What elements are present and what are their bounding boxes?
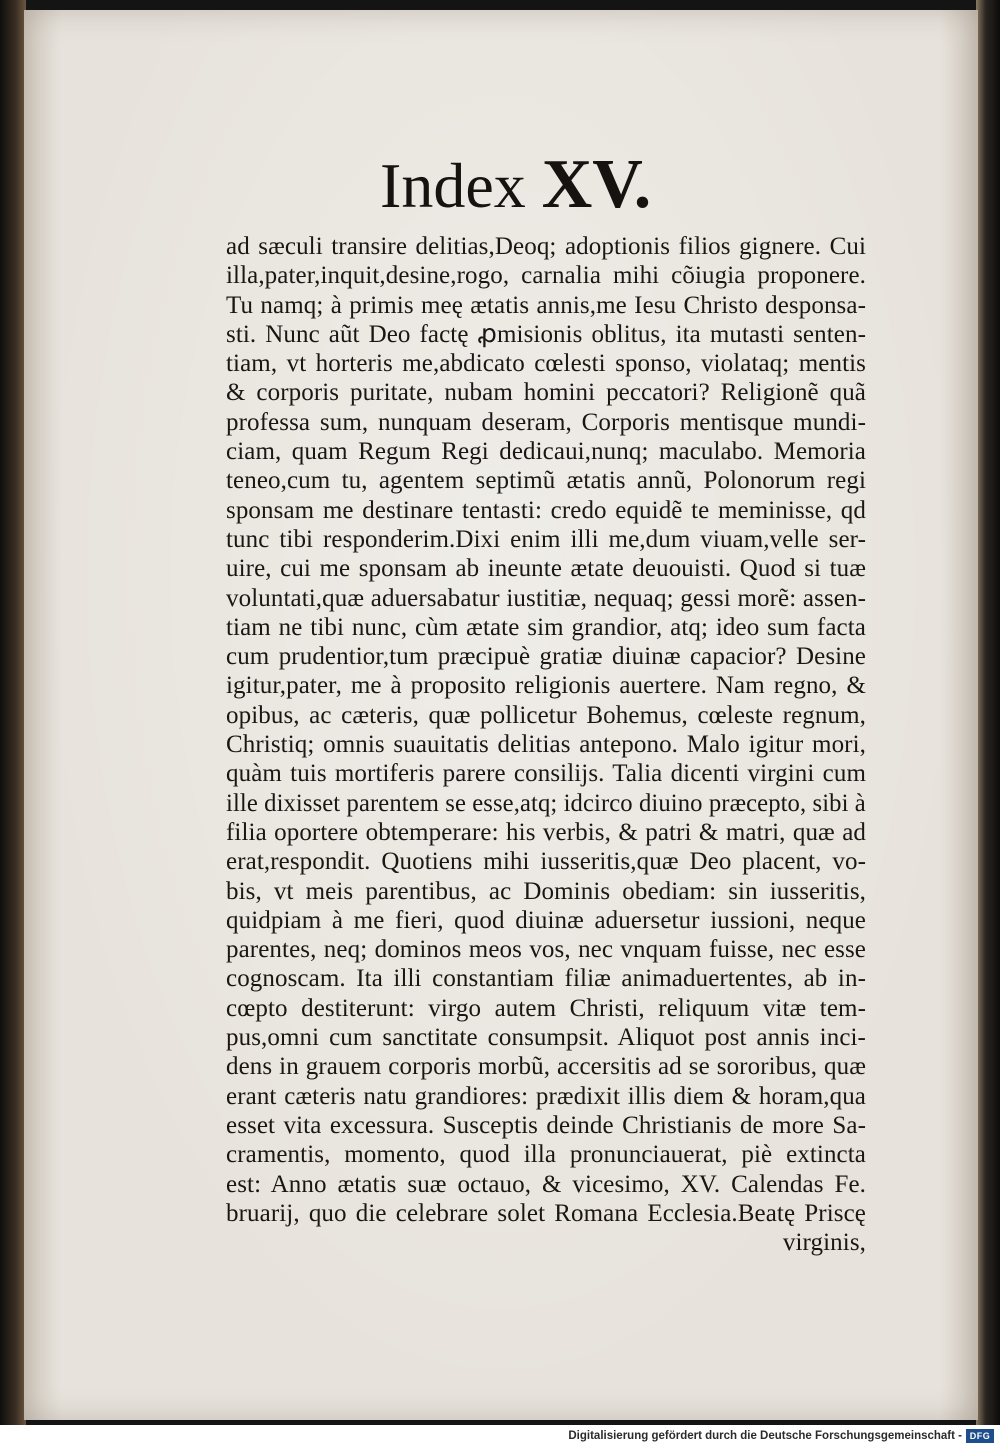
- text-line: erat,respondit. Quotiens mihi iusseritis,quæ Deo placent, vo-: [226, 848, 866, 876]
- text-line: ad sæculi transire delitias,Deoq; adoptionis filios gignere. Cui: [226, 233, 866, 260]
- text-line: ciam, quam Regum Regi dedicaui,nunq; maculabo. Memoria: [226, 438, 866, 466]
- text-line: quidpiam à me fieri, quod diuinæ aduersetur iussioni, neque: [226, 906, 866, 934]
- text-line: quàm tuis mortiferis parere consilijs. Talia dicenti virgini cum: [226, 760, 866, 788]
- text-line: esset vita excessura. Susceptis deinde Christianis de more Sa-: [226, 1111, 866, 1139]
- text-line: igitur,pater, me à proposito religionis auertere. Nam regno, &: [226, 672, 866, 700]
- text-line: & corporis puritate, nubam homini peccatori? Religionẽ quã: [226, 379, 866, 407]
- text-line: ille dixisset parentem se esse,atq; idcirco diuino præcepto, sibi à: [226, 789, 866, 817]
- footer-bar: [0, 1425, 1000, 1447]
- text-line: bis, vt meis parentibus, ac Dominis obediam: sin iusseritis,: [226, 877, 866, 905]
- text-line: cum prudentior,tum præcipuè gratiæ diuinæ capacior? Desine: [226, 643, 866, 671]
- text-line: cœpto destiterunt: virgo autem Christi, reliquum vitæ tem-: [226, 994, 866, 1022]
- text-line: Tu namq; à primis meę ætatis annis,me Iesu Christo desponsa-: [226, 291, 866, 319]
- text-line: filia oportere obtemperare: his verbis, & patri & matri, quæ ad: [226, 818, 866, 846]
- page-heading: [380, 140, 680, 230]
- text-line: professa sum, nunquam deseram, Corporis mentisque mundi-: [226, 408, 866, 436]
- text-line: dens in grauem corporis morbũ, accersitis ad se sororibus, quæ: [226, 1053, 866, 1081]
- text-line: uire, cui me sponsam ab ineunte ætate deuouisti. Quod si tuæ: [226, 555, 866, 583]
- text-line: opibus, ac cæteris, quæ pollicetur Bohemus, cœleste regnum,: [226, 701, 866, 729]
- text-line: est: Anno ætatis suæ octauo, & vicesimo, XV. Calendas Fe.: [226, 1170, 866, 1198]
- body-text: [226, 232, 866, 1257]
- text-line: parentes, neq; dominos meos vos, nec vnquam fuisse, nec esse: [226, 936, 866, 964]
- text-line: voluntati,quæ aduersabatur iustitiæ, nequaq; gessi morẽ: assen-: [226, 584, 866, 612]
- text-line: sponsam me destinare tentasti: credo equidẽ te meminisse, qd: [226, 496, 866, 524]
- text-line: bruarij, quo die celebrare solet Romana Ecclesia.Beatę Priscę: [226, 1199, 866, 1227]
- text-line: cramentis, momento, quod illa pronunciauerat, piè extincta: [226, 1141, 866, 1169]
- text-line: tunc tibi responderim.Dixi enim illi me,dum viuam,velle ser-: [226, 525, 866, 553]
- text-line: sti. Nunc aũt Deo factę ꝓmisionis oblitus, ita mutasti senten-: [226, 320, 866, 348]
- text-line: illa,pater,inquit,desine,rogo, carnalia mihi cõiugia proponere.: [226, 262, 866, 290]
- catchword-line: virginis,: [782, 1229, 866, 1257]
- funding-credit: Digitalisierung gefördert durch die Deutsche Forschungsgemeinschaft -: [568, 1430, 962, 1442]
- text-line: cognoscam. Ita illi constantiam filiæ animaduertentes, ab in-: [226, 965, 866, 993]
- text-line: tiam, vt horteris me,abdicato cœlesti sponso, violataq; mentis: [226, 350, 866, 378]
- text-line: teneo,cum tu, agentem septimũ ætatis annũ, Polonorum regi: [226, 467, 866, 495]
- text-line: pus,omni cum sanctitate consumpsit. Aliquot post annis inci-: [226, 1024, 866, 1052]
- text-line: erant cæteris natu grandiores: prædixit illis diem & horam,qua: [226, 1082, 866, 1110]
- text-line: Christiq; omnis suauitatis delitias antepono. Malo igitur mori,: [226, 731, 866, 759]
- text-line: tiam ne tibi nunc, cùm ætate sim grandior, atq; ideo sum facta: [226, 613, 866, 641]
- dfg-logo-icon: DFG: [966, 1429, 994, 1443]
- left-page-edge: [0, 0, 26, 1425]
- heading-word: Index: [380, 150, 526, 221]
- right-page-edge: [976, 0, 1000, 1425]
- heading-numeral: XV.: [541, 146, 652, 223]
